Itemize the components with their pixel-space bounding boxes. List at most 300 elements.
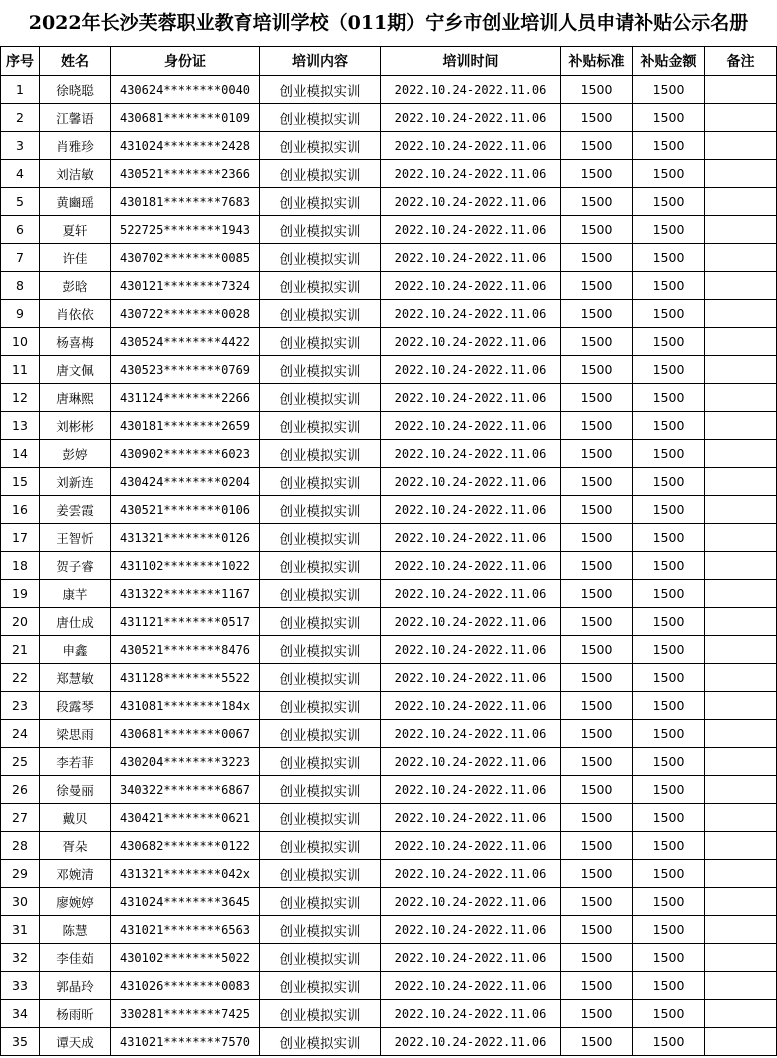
cell-name: 唐文佩 <box>40 356 111 384</box>
cell-standard: 1500 <box>561 412 633 440</box>
cell-standard: 1500 <box>561 580 633 608</box>
cell-note <box>705 944 777 972</box>
cell-no: 33 <box>1 972 40 1000</box>
cell-amount: 1500 <box>633 76 705 104</box>
cell-id-number: 431081********184x <box>111 692 260 720</box>
cell-course: 创业模拟实训 <box>260 1028 381 1056</box>
cell-course: 创业模拟实训 <box>260 944 381 972</box>
cell-course: 创业模拟实训 <box>260 384 381 412</box>
cell-no: 14 <box>1 440 40 468</box>
cell-amount: 1500 <box>633 328 705 356</box>
cell-standard: 1500 <box>561 272 633 300</box>
cell-period: 2022.10.24-2022.11.06 <box>381 524 561 552</box>
cell-period: 2022.10.24-2022.11.06 <box>381 216 561 244</box>
cell-no: 10 <box>1 328 40 356</box>
cell-name: 徐曼丽 <box>40 776 111 804</box>
cell-standard: 1500 <box>561 468 633 496</box>
cell-id-number: 430121********7324 <box>111 272 260 300</box>
cell-amount: 1500 <box>633 132 705 160</box>
page-title: 2022年长沙芙蓉职业教育培训学校（011期）宁乡市创业培训人员申请补贴公示名册 <box>28 12 749 34</box>
cell-note <box>705 832 777 860</box>
cell-period: 2022.10.24-2022.11.06 <box>381 1000 561 1028</box>
cell-period: 2022.10.24-2022.11.06 <box>381 804 561 832</box>
cell-id-number: 430102********5022 <box>111 944 260 972</box>
cell-amount: 1500 <box>633 608 705 636</box>
cell-note <box>705 776 777 804</box>
cell-name: 王智忻 <box>40 524 111 552</box>
cell-name: 徐晓聪 <box>40 76 111 104</box>
cell-name: 邓婉清 <box>40 860 111 888</box>
table-row <box>1 664 777 692</box>
cell-period: 2022.10.24-2022.11.06 <box>381 160 561 188</box>
cell-no: 12 <box>1 384 40 412</box>
cell-name: 胥朵 <box>40 832 111 860</box>
col-header-note: 备注 <box>705 47 777 76</box>
cell-no: 5 <box>1 188 40 216</box>
cell-name: 梁思雨 <box>40 720 111 748</box>
cell-period: 2022.10.24-2022.11.06 <box>381 132 561 160</box>
cell-note <box>705 888 777 916</box>
cell-no: 18 <box>1 552 40 580</box>
cell-course: 创业模拟实训 <box>260 832 381 860</box>
table-row <box>1 1000 777 1028</box>
cell-standard: 1500 <box>561 944 633 972</box>
cell-name: 黄豳瑶 <box>40 188 111 216</box>
table-row <box>1 384 777 412</box>
cell-amount: 1500 <box>633 1000 705 1028</box>
cell-id-number: 430682********0122 <box>111 832 260 860</box>
cell-amount: 1500 <box>633 552 705 580</box>
cell-course: 创业模拟实训 <box>260 468 381 496</box>
table-row <box>1 944 777 972</box>
table-row <box>1 244 777 272</box>
cell-period: 2022.10.24-2022.11.06 <box>381 860 561 888</box>
cell-note <box>705 552 777 580</box>
cell-name: 姜雲霞 <box>40 496 111 524</box>
cell-course: 创业模拟实训 <box>260 888 381 916</box>
cell-id-number: 431121********0517 <box>111 608 260 636</box>
cell-standard: 1500 <box>561 1028 633 1056</box>
cell-course: 创业模拟实训 <box>260 328 381 356</box>
cell-amount: 1500 <box>633 496 705 524</box>
table-row <box>1 76 777 104</box>
table-row <box>1 328 777 356</box>
cell-no: 9 <box>1 300 40 328</box>
cell-no: 20 <box>1 608 40 636</box>
cell-note <box>705 132 777 160</box>
table-row <box>1 356 777 384</box>
cell-no: 31 <box>1 916 40 944</box>
cell-note <box>705 216 777 244</box>
cell-name: 唐琳熙 <box>40 384 111 412</box>
cell-id-number: 430521********8476 <box>111 636 260 664</box>
cell-amount: 1500 <box>633 300 705 328</box>
cell-course: 创业模拟实训 <box>260 440 381 468</box>
cell-name: 廖婉婷 <box>40 888 111 916</box>
cell-id-number: 430421********0621 <box>111 804 260 832</box>
cell-name: 杨雨昕 <box>40 1000 111 1028</box>
cell-standard: 1500 <box>561 692 633 720</box>
cell-amount: 1500 <box>633 692 705 720</box>
cell-name: 谭天成 <box>40 1028 111 1056</box>
cell-id-number: 431024********2428 <box>111 132 260 160</box>
cell-course: 创业模拟实训 <box>260 608 381 636</box>
cell-period: 2022.10.24-2022.11.06 <box>381 272 561 300</box>
cell-id-number: 340322********6867 <box>111 776 260 804</box>
col-header-course: 培训内容 <box>260 47 381 76</box>
cell-course: 创业模拟实训 <box>260 76 381 104</box>
cell-amount: 1500 <box>633 748 705 776</box>
table-row <box>1 496 777 524</box>
cell-period: 2022.10.24-2022.11.06 <box>381 188 561 216</box>
cell-id-number: 431128********5522 <box>111 664 260 692</box>
cell-no: 24 <box>1 720 40 748</box>
cell-course: 创业模拟实训 <box>260 160 381 188</box>
cell-standard: 1500 <box>561 76 633 104</box>
cell-note <box>705 76 777 104</box>
cell-amount: 1500 <box>633 832 705 860</box>
table-row <box>1 972 777 1000</box>
cell-standard: 1500 <box>561 496 633 524</box>
cell-note <box>705 244 777 272</box>
cell-period: 2022.10.24-2022.11.06 <box>381 580 561 608</box>
cell-course: 创业模拟实训 <box>260 1000 381 1028</box>
cell-id-number: 431021********7570 <box>111 1028 260 1056</box>
cell-note <box>705 412 777 440</box>
cell-course: 创业模拟实训 <box>260 580 381 608</box>
cell-name: 李若菲 <box>40 748 111 776</box>
cell-period: 2022.10.24-2022.11.06 <box>381 608 561 636</box>
cell-amount: 1500 <box>633 188 705 216</box>
cell-id-number: 431024********3645 <box>111 888 260 916</box>
cell-no: 22 <box>1 664 40 692</box>
cell-no: 34 <box>1 1000 40 1028</box>
cell-period: 2022.10.24-2022.11.06 <box>381 104 561 132</box>
cell-course: 创业模拟实训 <box>260 104 381 132</box>
cell-name: 彭晗 <box>40 272 111 300</box>
cell-standard: 1500 <box>561 804 633 832</box>
cell-amount: 1500 <box>633 944 705 972</box>
cell-period: 2022.10.24-2022.11.06 <box>381 888 561 916</box>
table-row <box>1 132 777 160</box>
cell-amount: 1500 <box>633 160 705 188</box>
cell-name: 肖依依 <box>40 300 111 328</box>
cell-no: 17 <box>1 524 40 552</box>
cell-note <box>705 272 777 300</box>
cell-standard: 1500 <box>561 664 633 692</box>
table-row <box>1 216 777 244</box>
cell-standard: 1500 <box>561 132 633 160</box>
cell-name: 戴贝 <box>40 804 111 832</box>
cell-amount: 1500 <box>633 860 705 888</box>
cell-course: 创业模拟实训 <box>260 748 381 776</box>
cell-id-number: 431321********0126 <box>111 524 260 552</box>
cell-course: 创业模拟实训 <box>260 216 381 244</box>
cell-standard: 1500 <box>561 916 633 944</box>
cell-standard: 1500 <box>561 440 633 468</box>
table-row <box>1 888 777 916</box>
cell-name: 贺子睿 <box>40 552 111 580</box>
cell-note <box>705 860 777 888</box>
cell-note <box>705 160 777 188</box>
cell-standard: 1500 <box>561 552 633 580</box>
table-row <box>1 580 777 608</box>
cell-amount: 1500 <box>633 776 705 804</box>
cell-name: 刘洁敏 <box>40 160 111 188</box>
table-row <box>1 776 777 804</box>
cell-no: 13 <box>1 412 40 440</box>
cell-period: 2022.10.24-2022.11.06 <box>381 440 561 468</box>
cell-name: 刘彬彬 <box>40 412 111 440</box>
cell-no: 8 <box>1 272 40 300</box>
cell-period: 2022.10.24-2022.11.06 <box>381 468 561 496</box>
cell-period: 2022.10.24-2022.11.06 <box>381 720 561 748</box>
cell-no: 4 <box>1 160 40 188</box>
cell-standard: 1500 <box>561 300 633 328</box>
cell-amount: 1500 <box>633 356 705 384</box>
cell-standard: 1500 <box>561 328 633 356</box>
cell-name: 陈慧 <box>40 916 111 944</box>
cell-id-number: 330281********7425 <box>111 1000 260 1028</box>
cell-course: 创业模拟实训 <box>260 804 381 832</box>
cell-course: 创业模拟实训 <box>260 132 381 160</box>
cell-amount: 1500 <box>633 384 705 412</box>
cell-course: 创业模拟实训 <box>260 720 381 748</box>
cell-period: 2022.10.24-2022.11.06 <box>381 412 561 440</box>
cell-id-number: 430624********0040 <box>111 76 260 104</box>
cell-note <box>705 496 777 524</box>
cell-note <box>705 104 777 132</box>
cell-no: 7 <box>1 244 40 272</box>
subsidy-table <box>0 46 777 1056</box>
cell-note <box>705 468 777 496</box>
cell-standard: 1500 <box>561 972 633 1000</box>
cell-period: 2022.10.24-2022.11.06 <box>381 300 561 328</box>
cell-note <box>705 916 777 944</box>
cell-period: 2022.10.24-2022.11.06 <box>381 972 561 1000</box>
cell-note <box>705 300 777 328</box>
cell-id-number: 430204********3223 <box>111 748 260 776</box>
cell-course: 创业模拟实训 <box>260 188 381 216</box>
cell-amount: 1500 <box>633 916 705 944</box>
col-header-id: 身份证 <box>111 47 260 76</box>
cell-standard: 1500 <box>561 188 633 216</box>
table-row <box>1 160 777 188</box>
cell-note <box>705 972 777 1000</box>
cell-id-number: 430902********6023 <box>111 440 260 468</box>
cell-id-number: 430702********0085 <box>111 244 260 272</box>
cell-no: 23 <box>1 692 40 720</box>
cell-standard: 1500 <box>561 636 633 664</box>
cell-no: 27 <box>1 804 40 832</box>
table-row <box>1 412 777 440</box>
table-row <box>1 552 777 580</box>
cell-amount: 1500 <box>633 1028 705 1056</box>
header-row <box>1 47 777 76</box>
cell-course: 创业模拟实训 <box>260 524 381 552</box>
cell-name: 肖雅珍 <box>40 132 111 160</box>
cell-id-number: 431021********6563 <box>111 916 260 944</box>
cell-standard: 1500 <box>561 860 633 888</box>
cell-id-number: 430521********2366 <box>111 160 260 188</box>
cell-note <box>705 384 777 412</box>
cell-id-number: 430681********0067 <box>111 720 260 748</box>
table-row <box>1 272 777 300</box>
table-row <box>1 692 777 720</box>
cell-no: 3 <box>1 132 40 160</box>
cell-no: 26 <box>1 776 40 804</box>
cell-no: 19 <box>1 580 40 608</box>
table-row <box>1 104 777 132</box>
cell-amount: 1500 <box>633 888 705 916</box>
table-row <box>1 804 777 832</box>
cell-name: 刘新连 <box>40 468 111 496</box>
cell-amount: 1500 <box>633 580 705 608</box>
cell-course: 创业模拟实训 <box>260 972 381 1000</box>
table-row <box>1 608 777 636</box>
cell-period: 2022.10.24-2022.11.06 <box>381 244 561 272</box>
cell-course: 创业模拟实训 <box>260 776 381 804</box>
cell-course: 创业模拟实训 <box>260 860 381 888</box>
cell-name: 李佳茹 <box>40 944 111 972</box>
cell-period: 2022.10.24-2022.11.06 <box>381 356 561 384</box>
cell-amount: 1500 <box>633 804 705 832</box>
cell-period: 2022.10.24-2022.11.06 <box>381 692 561 720</box>
cell-standard: 1500 <box>561 720 633 748</box>
cell-course: 创业模拟实训 <box>260 636 381 664</box>
cell-no: 28 <box>1 832 40 860</box>
col-header-standard: 补贴标准 <box>561 47 633 76</box>
cell-id-number: 430722********0028 <box>111 300 260 328</box>
cell-course: 创业模拟实训 <box>260 692 381 720</box>
cell-no: 15 <box>1 468 40 496</box>
table-row <box>1 916 777 944</box>
cell-amount: 1500 <box>633 216 705 244</box>
cell-amount: 1500 <box>633 412 705 440</box>
cell-note <box>705 356 777 384</box>
cell-course: 创业模拟实训 <box>260 300 381 328</box>
cell-note <box>705 440 777 468</box>
cell-period: 2022.10.24-2022.11.06 <box>381 1028 561 1056</box>
table-row <box>1 636 777 664</box>
cell-standard: 1500 <box>561 356 633 384</box>
cell-note <box>705 636 777 664</box>
cell-period: 2022.10.24-2022.11.06 <box>381 916 561 944</box>
cell-note <box>705 328 777 356</box>
cell-no: 30 <box>1 888 40 916</box>
cell-course: 创业模拟实训 <box>260 272 381 300</box>
cell-id-number: 431124********2266 <box>111 384 260 412</box>
col-header-no: 序号 <box>1 47 40 76</box>
cell-name: 许佳 <box>40 244 111 272</box>
cell-name: 杨喜梅 <box>40 328 111 356</box>
cell-no: 21 <box>1 636 40 664</box>
cell-note <box>705 188 777 216</box>
cell-amount: 1500 <box>633 272 705 300</box>
cell-standard: 1500 <box>561 244 633 272</box>
cell-no: 32 <box>1 944 40 972</box>
table-row <box>1 860 777 888</box>
cell-no: 6 <box>1 216 40 244</box>
cell-id-number: 431026********0083 <box>111 972 260 1000</box>
cell-period: 2022.10.24-2022.11.06 <box>381 328 561 356</box>
cell-course: 创业模拟实训 <box>260 552 381 580</box>
cell-standard: 1500 <box>561 1000 633 1028</box>
cell-id-number: 430524********4422 <box>111 328 260 356</box>
cell-id-number: 430681********0109 <box>111 104 260 132</box>
cell-course: 创业模拟实训 <box>260 496 381 524</box>
cell-amount: 1500 <box>633 104 705 132</box>
cell-period: 2022.10.24-2022.11.06 <box>381 76 561 104</box>
cell-note <box>705 580 777 608</box>
cell-no: 1 <box>1 76 40 104</box>
cell-name: 康芊 <box>40 580 111 608</box>
cell-name: 郭晶玲 <box>40 972 111 1000</box>
cell-course: 创业模拟实训 <box>260 356 381 384</box>
cell-id-number: 431322********1167 <box>111 580 260 608</box>
cell-note <box>705 608 777 636</box>
cell-no: 11 <box>1 356 40 384</box>
table-row <box>1 440 777 468</box>
cell-amount: 1500 <box>633 244 705 272</box>
cell-period: 2022.10.24-2022.11.06 <box>381 496 561 524</box>
cell-standard: 1500 <box>561 216 633 244</box>
cell-standard: 1500 <box>561 524 633 552</box>
cell-amount: 1500 <box>633 972 705 1000</box>
cell-period: 2022.10.24-2022.11.06 <box>381 776 561 804</box>
cell-course: 创业模拟实训 <box>260 244 381 272</box>
cell-name: 段露琴 <box>40 692 111 720</box>
cell-amount: 1500 <box>633 524 705 552</box>
cell-standard: 1500 <box>561 888 633 916</box>
table-row <box>1 1028 777 1056</box>
cell-id-number: 431321********042x <box>111 860 260 888</box>
cell-period: 2022.10.24-2022.11.06 <box>381 944 561 972</box>
table-row <box>1 300 777 328</box>
table-row <box>1 748 777 776</box>
cell-id-number: 430424********0204 <box>111 468 260 496</box>
cell-standard: 1500 <box>561 748 633 776</box>
cell-period: 2022.10.24-2022.11.06 <box>381 832 561 860</box>
cell-amount: 1500 <box>633 636 705 664</box>
cell-period: 2022.10.24-2022.11.06 <box>381 552 561 580</box>
table-row <box>1 468 777 496</box>
cell-period: 2022.10.24-2022.11.06 <box>381 748 561 776</box>
cell-id-number: 430181********7683 <box>111 188 260 216</box>
col-header-name: 姓名 <box>40 47 111 76</box>
cell-course: 创业模拟实训 <box>260 664 381 692</box>
cell-no: 16 <box>1 496 40 524</box>
col-header-amount: 补贴金额 <box>633 47 705 76</box>
table-row <box>1 832 777 860</box>
cell-standard: 1500 <box>561 608 633 636</box>
cell-no: 29 <box>1 860 40 888</box>
cell-id-number: 431102********1022 <box>111 552 260 580</box>
cell-note <box>705 1028 777 1056</box>
cell-id-number: 430523********0769 <box>111 356 260 384</box>
cell-name: 唐仕成 <box>40 608 111 636</box>
cell-name: 彭婷 <box>40 440 111 468</box>
cell-name: 江馨语 <box>40 104 111 132</box>
cell-period: 2022.10.24-2022.11.06 <box>381 384 561 412</box>
cell-amount: 1500 <box>633 720 705 748</box>
cell-note <box>705 1000 777 1028</box>
cell-standard: 1500 <box>561 384 633 412</box>
cell-id-number: 430521********0106 <box>111 496 260 524</box>
cell-no: 35 <box>1 1028 40 1056</box>
cell-period: 2022.10.24-2022.11.06 <box>381 636 561 664</box>
cell-note <box>705 524 777 552</box>
